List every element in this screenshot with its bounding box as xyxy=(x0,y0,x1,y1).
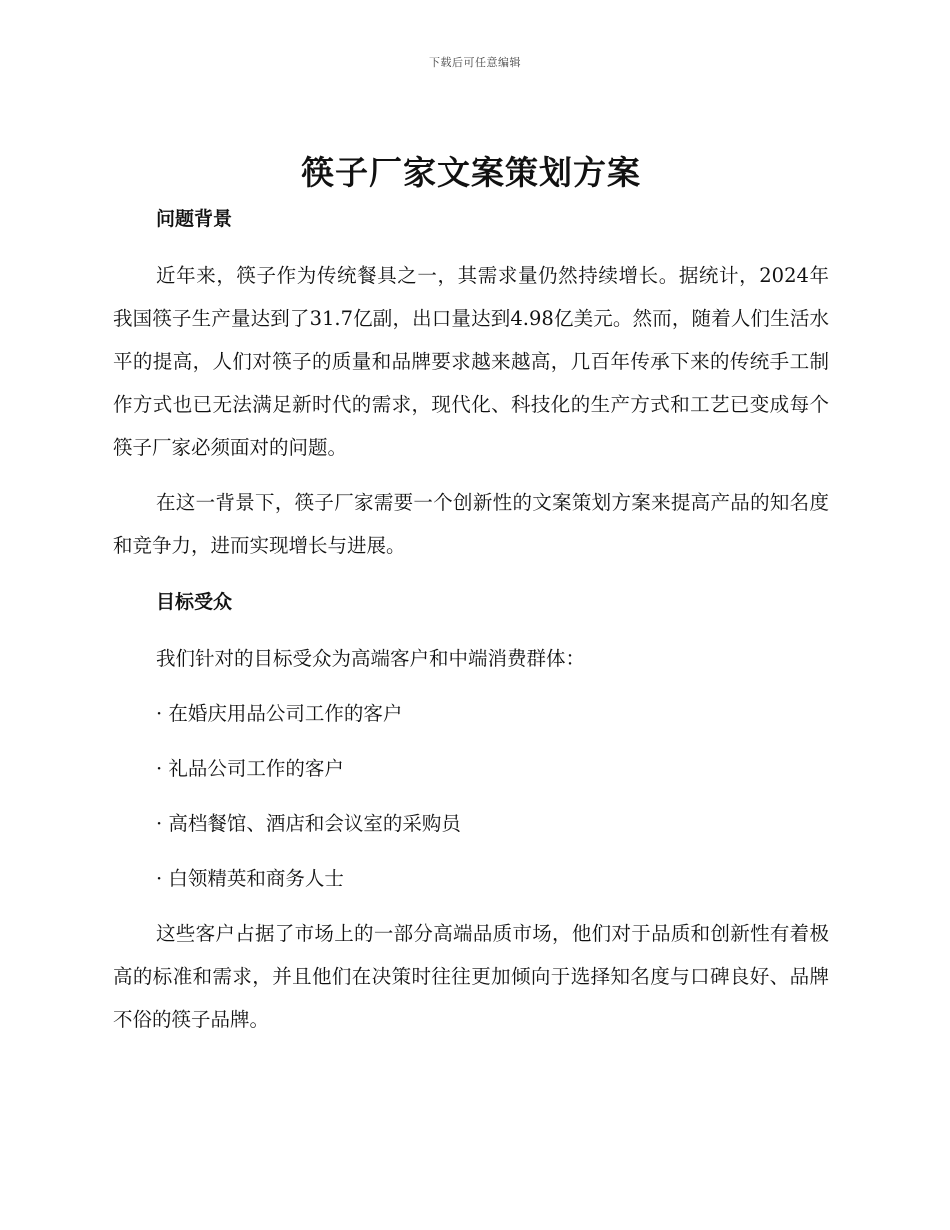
document-body xyxy=(113,150,829,1041)
section-heading-audience: 目标受众 xyxy=(156,591,233,613)
audience-list xyxy=(113,692,829,900)
section-heading-background: 问题背景 xyxy=(156,208,233,230)
audience-closing-paragraph: 这些客户占据了市场上的一部分高端品质市场，他们对于品质和创新性有着极高的标准和需求，并且他们在决策时往往更加倾向于选择知名度与口碑良好、品牌不俗的筷子品牌。 xyxy=(113,922,829,1031)
list-item: · 白领精英和商务人士 xyxy=(156,867,344,890)
audience-intro: 我们针对的目标受众为高端客户和中端消费群体： xyxy=(156,647,586,670)
header-note: 下载后可任意编辑 xyxy=(429,56,521,69)
background-paragraph-2: 在这一背景下，筷子厂家需要一个创新性的文案策划方案来提高产品的知名度和竞争力，进而实现增长与进展。 xyxy=(113,491,829,557)
list-item: · 在婚庆用品公司工作的客户 xyxy=(156,702,403,725)
list-item: · 高档餐馆、酒店和会议室的采购员 xyxy=(156,812,461,835)
background-paragraph-1: 近年来，筷子作为传统餐具之一，其需求量仍然持续增长。据统计，2024年我国筷子生产量达到了31.7亿副，出口量达到4.98亿美元。然而，随着人们生活水平的提高，人们对筷子的质量和品牌要求越来越高，几百年传承下来的传统手工制作方式也已无法满足新时代的需求，现代化、科技化的生产方式和工艺已变成每个筷子厂家必须面对的问题。 xyxy=(113,264,829,459)
list-item: · 礼品公司工作的客户 xyxy=(156,757,344,780)
document-title: 筷子厂家文案策划方案 xyxy=(301,153,641,192)
